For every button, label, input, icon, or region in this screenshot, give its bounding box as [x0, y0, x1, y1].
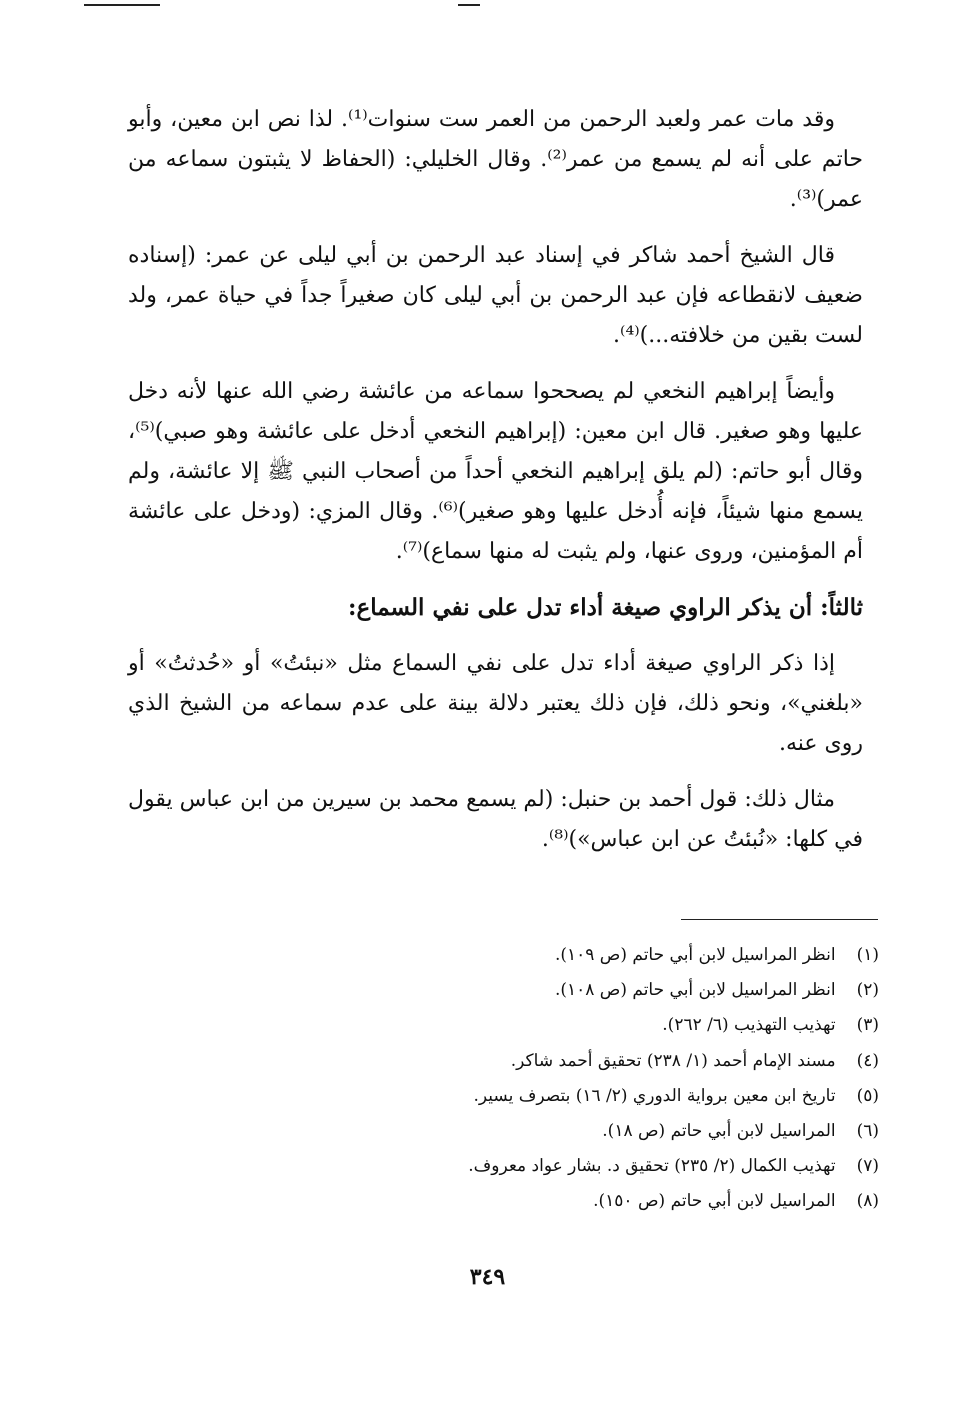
footnote-item — [300, 1184, 879, 1219]
footnote-number: (٨) — [856, 1191, 879, 1212]
top-edge-rule-center — [458, 4, 480, 6]
footnote-text: المراسيل لابن أبي حاتم (ص ١٨). — [602, 1121, 836, 1142]
paragraph-2: قال الشيخ أحمد شاكر في إسناد عبد الرحمن بن أبي ليلى عن عمر: (إسناده ضعيف لانقطاعه فإن عبد الرحمن بن أبي ليلى كان صغيراً جداً في حياة عمر، ولد لست بقين من خلافته...)⁽⁴⁾. — [128, 243, 863, 348]
paragraph-5: مثال ذلك: قول أحمد بن حنبل: (لم يسمع محمد بن سيرين من ابن عباس يقول في كلها: «نُبئتُ عن ابن عباس»)⁽⁸⁾. — [128, 787, 863, 852]
footnote-number: (٤) — [856, 1050, 879, 1071]
footnote-item — [300, 973, 879, 1008]
footnote-item — [300, 938, 879, 973]
footnote-text: المراسيل لابن أبي حاتم (ص ١٥٠). — [593, 1191, 836, 1212]
footnote-text: انظر المراسيل لابن أبي حاتم (ص ١٠٩). — [554, 945, 836, 965]
footnote-text: مسند الإمام أحمد (١/ ٢٣٨) تحقيق أحمد شاكر. — [510, 1050, 836, 1071]
footnote-number: (٦) — [856, 1121, 879, 1142]
footnote-number: (٣) — [856, 1015, 879, 1036]
top-edge-rule-left — [84, 4, 160, 6]
footnote-item — [300, 1008, 879, 1043]
footnote-text: انظر المراسيل لابن أبي حاتم (ص ١٠٨). — [554, 980, 836, 1001]
footnote-item — [300, 1044, 879, 1079]
footnote-item — [300, 1149, 879, 1184]
footnote-item — [300, 1114, 879, 1149]
section-heading: ثالثاً: أن يذكر الراوي صيغة أداء تدل على نفي السماع: — [348, 594, 863, 621]
paragraph-1: وقد مات عمر ولعبد الرحمن من العمر ست سنوات⁽¹⁾. لذا نص ابن معين، وأبو حاتم على أنه لم يسمع من عمر⁽²⁾. وقال الخليلي: (الحفاظ لا يثبتون سماعه من عمر)⁽³⁾. — [128, 107, 863, 212]
footnote-number: (١) — [856, 945, 879, 965]
paragraph-3: وأيضاً إبراهيم النخعي لم يصححوا سماعه من عائشة رضي الله عنها لأنه دخل عليها وهو صغير. قال ابن معين: (إبراهيم النخعي أدخل على عائشة وهو صبي)⁽⁵⁾، وقال أبو حاتم: (لم يلق إبراهيم النخعي أحداً من أصحاب النبي ﷺ إلا عائشة، ولم يسمع منها شيئاً، فإنه أُدخل عليها وهو صغير)⁽⁶⁾. وقال المزي: (ودخل على عائشة أم المؤمنين، وروى عنها، ولم يثبت له منها سماع)⁽⁷⁾. — [128, 379, 863, 564]
footnote-text: تهذيب الكمال (٢/ ٢٣٥) تحقيق د. بشار عواد معروف. — [468, 1156, 836, 1177]
footnote-separator — [681, 919, 878, 920]
footnote-text: تهذيب التهذيب (٦/ ٢٦٢). — [662, 1015, 836, 1036]
paragraph-4: إذا ذكر الراوي صيغة أداء تدل على نفي السماع مثل «نبئتُ» أو «حُدثتُ» أو «بلغني»، ونحو ذلك، فإن ذلك يعتبر دلالة بينة على عدم سماعه من الشيخ الذي روى عنه. — [128, 651, 863, 756]
footnote-item — [300, 1079, 879, 1114]
page-number: ٣٤٩ — [469, 1264, 506, 1290]
footnotes-list — [300, 938, 879, 1220]
footnote-number: (٥) — [856, 1085, 879, 1106]
footnote-number: (٢) — [856, 980, 879, 1001]
footnote-text: تاريخ ابن معين برواية الدوري (٢/ ١٦) بتصرف يسير. — [473, 1085, 836, 1106]
page-body — [128, 100, 863, 876]
footnote-number: (٧) — [856, 1156, 879, 1177]
